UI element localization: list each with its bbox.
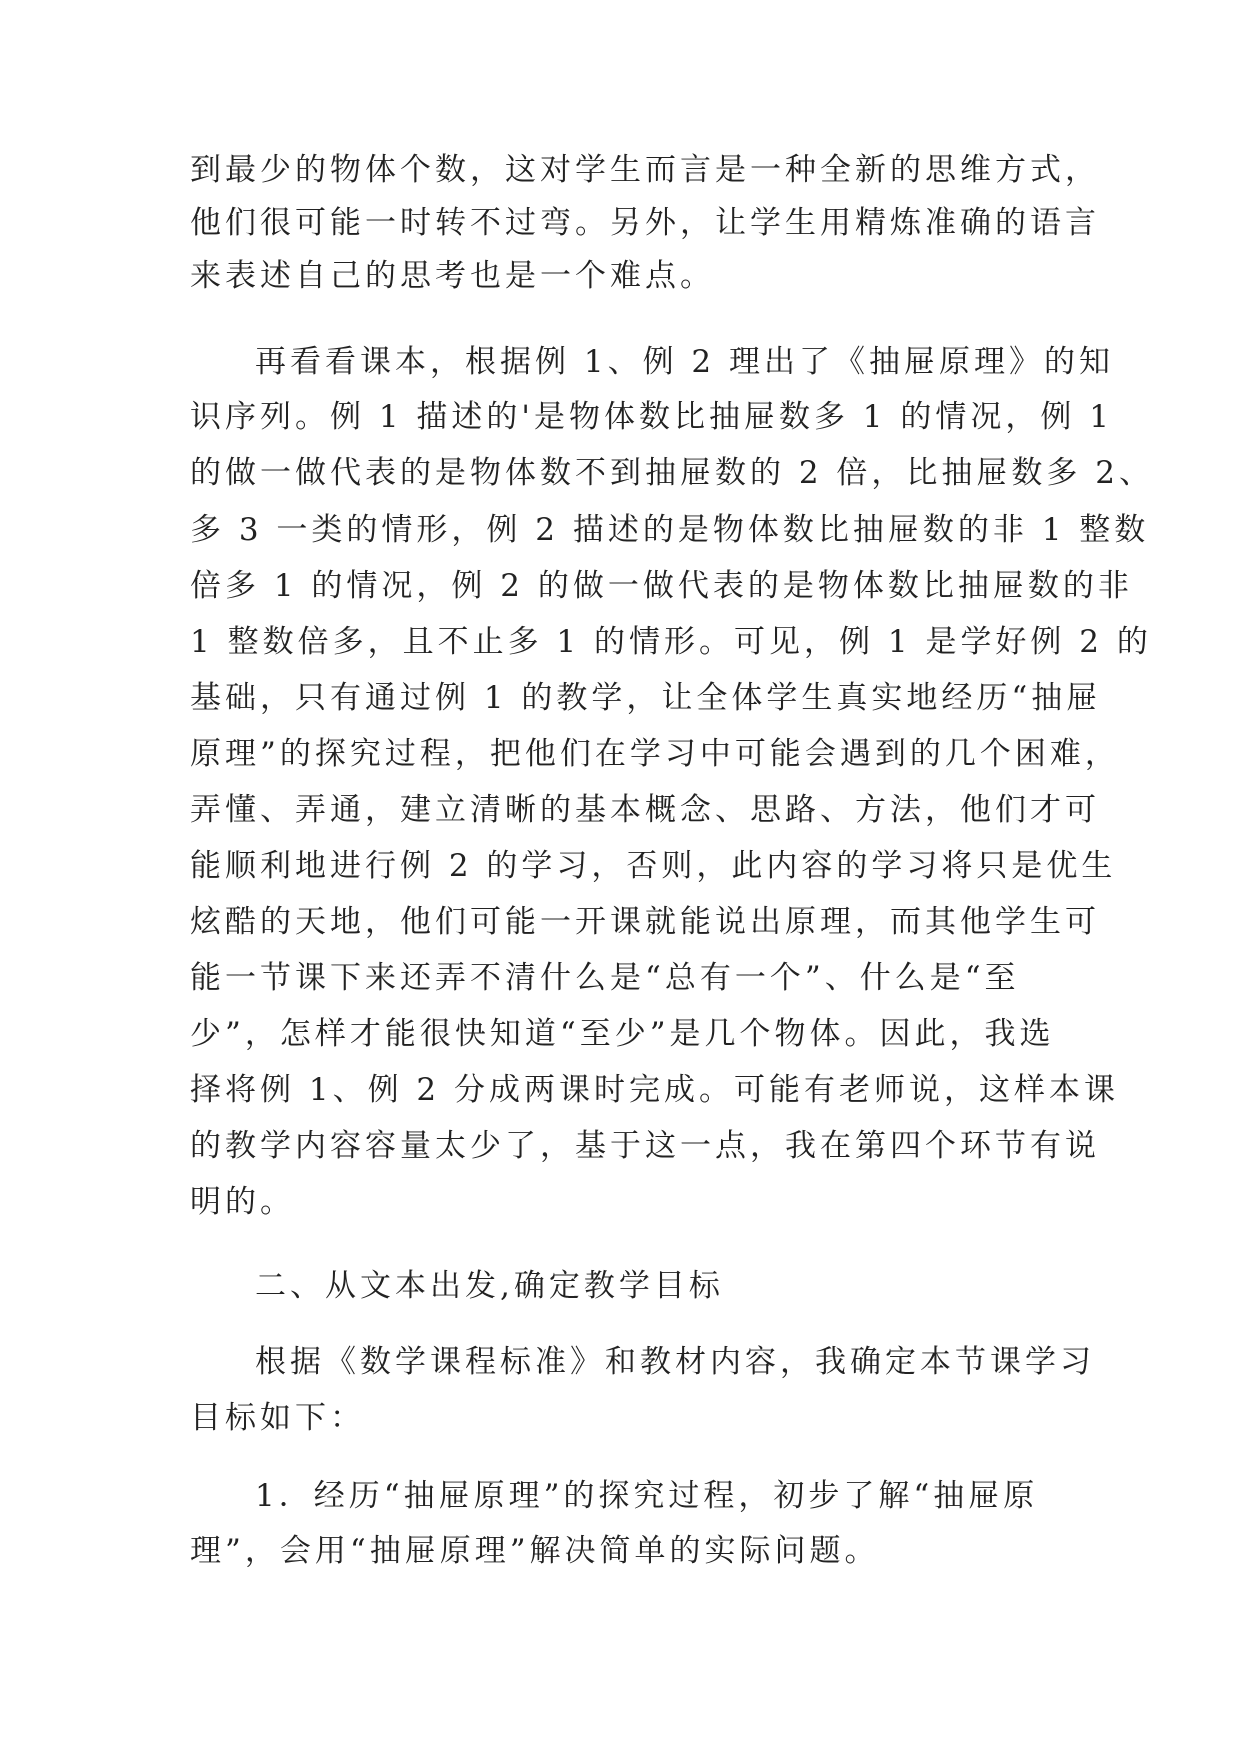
paragraph-first-line: 根据《数学课程标准》和教材内容，我确定本节课学习: [255, 1344, 1095, 1380]
text-line: 他们很可能一时转不过弯。另外，让学生用精炼准确的语言: [190, 205, 1100, 241]
text-line: 多 3 一类的情形，例 2 描述的是物体数比抽屉数的非 1 整数: [190, 512, 1150, 548]
text-line: 1 整数倍多，且不止多 1 的情形。可见，例 1 是学好例 2 的: [190, 624, 1152, 660]
text-line: 原理”的探究过程，把他们在学习中可能会遇到的几个困难，: [190, 736, 1120, 772]
text-line: 能顺利地进行例 2 的学习，否则，此内容的学习将只是优生: [190, 848, 1117, 884]
text-line: 的做一做代表的是物体数不到抽屉数的 2 倍，比抽屉数多 2、: [190, 455, 1155, 491]
text-line: 少”，怎样才能很快知道“至少”是几个物体。因此，我选: [190, 1016, 1055, 1052]
text-line: 来表述自己的思考也是一个难点。: [190, 258, 715, 294]
text-line: 倍多 1 的情况，例 2 的做一做代表的是物体数比抽屉数的非: [190, 568, 1133, 604]
text-line: 识序列。例 1 描述的'是物体数比抽屉数多 1 的情况，例 1: [190, 399, 1113, 435]
text-line: 的教学内容容量太少了，基于这一点，我在第四个环节有说: [190, 1128, 1100, 1164]
text-line: 理”，会用“抽屉原理”解决简单的实际问题。: [190, 1533, 880, 1569]
text-line: 弄懂、弄通，建立清晰的基本概念、思路、方法，他们才可: [190, 792, 1100, 828]
section-heading: 二、从文本出发,确定教学目标: [255, 1268, 724, 1304]
text-line: 明的。: [190, 1184, 295, 1220]
text-line: 择将例 1、例 2 分成两课时完成。可能有老师说，这样本课: [190, 1072, 1120, 1108]
text-line: 基础，只有通过例 1 的教学，让全体学生真实地经历“抽屉: [190, 680, 1102, 716]
paragraph-first-line: 再看看课本，根据例 1、例 2 理出了《抽屉原理》的知: [255, 344, 1115, 380]
text-line: 炫酷的天地，他们可能一开课就能说出原理，而其他学生可: [190, 904, 1100, 940]
text-line: 到最少的物体个数，这对学生而言是一种全新的思维方式，: [190, 152, 1100, 188]
text-line: 能一节课下来还弄不清什么是“总有一个”、什么是“至: [190, 960, 1020, 996]
text-line: 目标如下：: [190, 1400, 365, 1436]
list-item-first-line: 1．经历“抽屉原理”的探究过程，初步了解“抽屉原: [255, 1478, 1039, 1514]
